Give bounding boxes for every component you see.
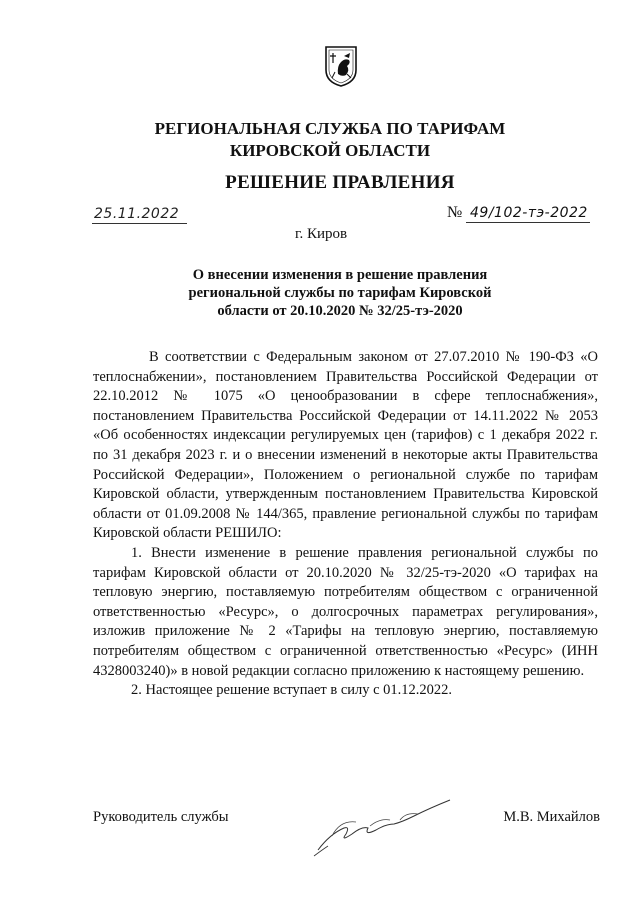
document-number	[447, 204, 590, 222]
coat-of-arms-icon	[323, 44, 359, 88]
city-label: г. Киров	[295, 226, 348, 242]
signatory-name: М.В. Михайлов	[503, 809, 600, 825]
document-body	[93, 348, 598, 701]
number-sign: №	[447, 204, 463, 221]
resolution-item-1: 1. Внести изменение в решение правления региональной службы по тарифам Кировской области от 20.10.2020 № 32/25-тэ-2020 «О тарифах на тепловую энергию, поставляемую потребителям обществом с ограниченной ответственностью «Ресурс», о долгосрочных параметрах регулирования», изложив приложение № 2 «Тарифы на тепловую энергию, поставляемую потребителям обществом с ограниченной ответственностью «Ресурс» (ИНН 4328003240)» в новой редакции согласно приложению к настоящему решению.	[93, 544, 598, 679]
org-line-1: РЕГИОНАЛЬНАЯ СЛУЖБА ПО ТАРИФАМ	[154, 119, 506, 138]
subject-line-2: региональной службы по тарифам Кировской	[188, 285, 492, 301]
org-line-2: КИРОВСКОЙ ОБЛАСТИ	[229, 141, 431, 160]
organization-name	[120, 118, 540, 162]
handwritten-date: 25.11.2022	[92, 206, 187, 224]
signatory-position: Руководитель службы	[93, 809, 229, 825]
resolution-item-2: 2. Настоящее решение вступает в силу с 01.12.2022.	[131, 682, 453, 699]
subject-line-1: О внесении изменения в решение правления	[192, 267, 488, 283]
handwritten-number: 49/102-тэ-2022	[466, 205, 590, 223]
document-type-title: РЕШЕНИЕ ПРАВЛЕНИЯ	[225, 172, 455, 193]
subject-heading	[150, 266, 530, 320]
signature-icon	[310, 790, 460, 860]
subject-line-3: области от 20.10.2020 № 32/25-тэ-2020	[217, 303, 463, 319]
preamble-paragraph: В соответствии с Федеральным законом от 27.07.2010 № 190-ФЗ «О теплоснабжении», постановлением Правительства Российской Федерации от 22.10.2012 № 1075 «О ценообразовании в сфере теплоснабжения», постановлением Правительства Российской Федерации от 14.11.2022 № 2053 «Об особенностях индексации регулируемых цен (тарифов) с 1 декабря 2022 г. по 31 декабря 2023 г. и о внесении изменений в некоторые акты Правительства Российской Федерации», Положением о региональной службе по тарифам Кировской области, утвержденным постановлением Правительства Кировской области от 01.09.2008 № 144/365, правление региональной службы по тарифам Кировской области РЕШИЛО:	[93, 349, 598, 542]
